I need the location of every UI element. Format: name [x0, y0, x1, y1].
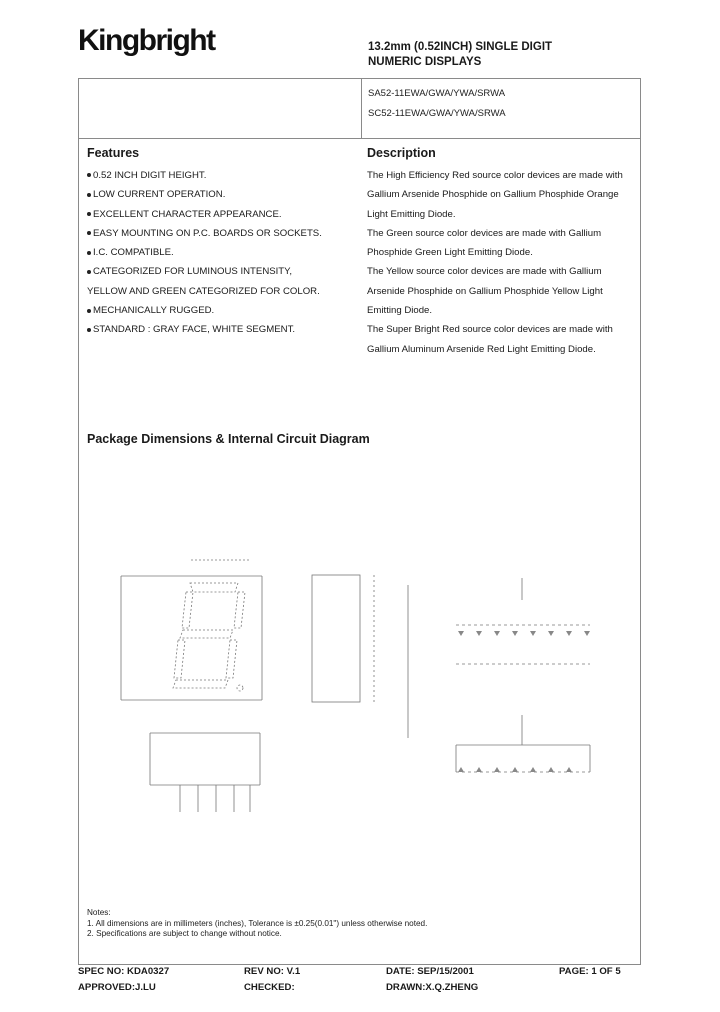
description-line: Gallium Aluminum Arsenide Red Light Emitting Diode.	[367, 343, 596, 355]
description-line: Arsenide Phosphide on Gallium Phosphide Yellow Light	[367, 285, 603, 297]
features-heading: Features	[87, 146, 140, 160]
spec-number: SPEC NO: KDA0327	[78, 966, 170, 977]
description-line: Phosphide Green Light Emitting Diode.	[367, 247, 533, 259]
date: DATE: SEP/15/2001	[386, 966, 474, 977]
feature-text: YELLOW AND GREEN CATEGORIZED FOR COLOR.	[87, 285, 320, 297]
title-line-1: 13.2mm (0.52INCH) SINGLE DIGIT	[368, 41, 553, 53]
feature-text: STANDARD : GRAY FACE, WHITE SEGMENT.	[93, 324, 296, 336]
feature-text: MECHANICALLY RUGGED.	[93, 305, 215, 317]
title-line-2: NUMERIC DISPLAYS	[368, 56, 482, 68]
feature-text: EASY MOUNTING ON P.C. BOARDS OR SOCKETS.	[93, 227, 322, 239]
description-line: Emitting Diode.	[367, 305, 433, 317]
description-line: Gallium Arsenide Phosphide on Gallium Phosphide Orange	[367, 189, 619, 201]
approved-by: APPROVED:J.LU	[78, 982, 156, 993]
feature-text: EXCELLENT CHARACTER APPEARANCE.	[93, 208, 282, 220]
part-number-1: SA52-11EWA/GWA/YWA/SRWA	[368, 88, 506, 99]
notes-block	[87, 908, 427, 940]
revision-number: REV NO: V.1	[244, 966, 301, 977]
feature-text: 0.52 INCH DIGIT HEIGHT.	[93, 170, 207, 181]
notes-heading: Notes:	[87, 908, 111, 917]
side-view-body	[312, 575, 360, 702]
note-2: 2. Specifications are subject to change without notice.	[87, 929, 282, 938]
feature-text: I.C. COMPATIBLE.	[93, 247, 174, 259]
digit-segments	[173, 583, 245, 691]
brand-logo: Kingbright	[78, 24, 215, 57]
part-number-2: SC52-11EWA/GWA/YWA/SRWA	[368, 108, 506, 119]
description-line: The Super Bright Red source color devices are made with	[367, 324, 613, 336]
feature-text: CATEGORIZED FOR LUMINOUS INTENSITY,	[93, 266, 292, 278]
page-number: PAGE: 1 OF 5	[559, 966, 621, 977]
note-1: 1. All dimensions are in millimeters (inches), Tolerance is ±0.25(0.01") unless otherwise noted.	[87, 918, 428, 928]
checked-by: CHECKED:	[244, 982, 295, 993]
description-line: Light Emitting Diode.	[367, 208, 456, 220]
description-line: The Yellow source color devices are made with Gallium	[367, 266, 602, 278]
feature-text: LOW CURRENT OPERATION.	[93, 189, 226, 201]
circuit-diodes	[458, 631, 590, 772]
drawn-by: DRAWN:X.Q.ZHENG	[386, 982, 479, 993]
package-heading: Package Dimensions & Internal Circuit Diagram	[87, 432, 370, 446]
description-line: The High Efficiency Red source color devices are made with	[367, 170, 623, 181]
description-heading: Description	[367, 146, 436, 160]
description-line: The Green source color devices are made with Gallium	[367, 227, 602, 239]
